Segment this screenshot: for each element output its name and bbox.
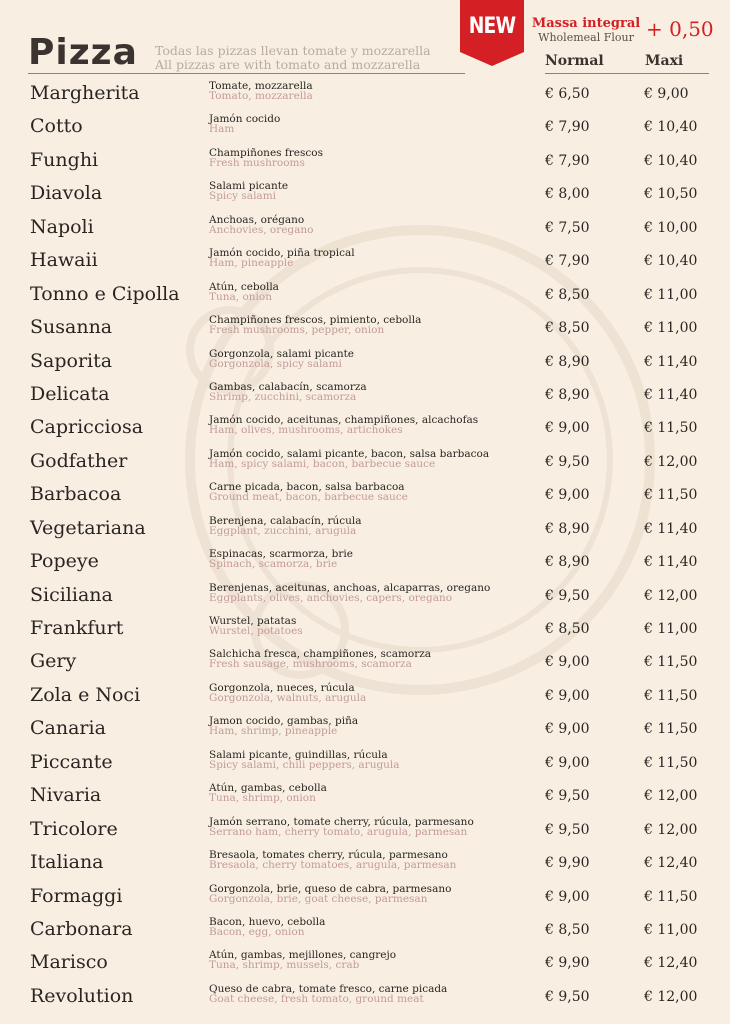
ingredients-es: Salami picante, guindillas, rúcula bbox=[209, 748, 388, 761]
list-item bbox=[0, 244, 730, 277]
list-item bbox=[0, 913, 730, 946]
ingredients-en: Ham, spicy salami, bacon, barbecue sauce bbox=[209, 457, 436, 470]
list-item bbox=[0, 411, 730, 444]
pizza-name: Susanna bbox=[30, 316, 113, 339]
price-maxi: € 11,50 bbox=[644, 420, 698, 437]
ingredients-en: Eggplant, zucchini, arugula bbox=[209, 524, 357, 537]
pizza-name: Hawaii bbox=[30, 249, 98, 272]
ingredients-es: Salchicha fresca, champiñones, scamorza bbox=[209, 648, 432, 661]
list-item bbox=[0, 612, 730, 645]
pizza-name: Capricciosa bbox=[30, 416, 144, 439]
ingredients-es: Queso de cabra, tomate fresco, carne picada bbox=[209, 982, 448, 995]
price-maxi: € 11,50 bbox=[644, 721, 698, 738]
price-normal: € 9,90 bbox=[545, 955, 590, 972]
ingredients-es: Atún, cebolla bbox=[209, 280, 279, 293]
pizza-name: Marisco bbox=[30, 951, 108, 974]
pizza-name: Delicata bbox=[30, 382, 110, 405]
ingredients-es: Gambas, calabacín, scamorza bbox=[209, 380, 367, 393]
price-normal: € 9,00 bbox=[545, 654, 590, 671]
price-normal: € 8,50 bbox=[545, 621, 590, 637]
price-normal: € 9,50 bbox=[545, 788, 590, 805]
price-maxi: € 11,00 bbox=[644, 320, 698, 337]
price-normal: € 8,50 bbox=[545, 320, 590, 337]
ingredients-en: Spicy salami bbox=[209, 190, 277, 203]
ingredients-es: Jamón cocido, piña tropical bbox=[209, 247, 355, 260]
pizza-name: Nivaria bbox=[30, 784, 102, 807]
ingredients-es: Espinacas, scarmorza, brie bbox=[209, 548, 353, 561]
price-maxi: € 11,40 bbox=[644, 520, 698, 537]
pizza-name: Saporita bbox=[30, 349, 113, 372]
price-maxi: € 11,50 bbox=[644, 487, 698, 504]
list-item bbox=[0, 211, 730, 244]
ingredients-en: Spinach, scamorza, brie bbox=[209, 558, 338, 571]
price-normal: € 9,00 bbox=[545, 487, 590, 504]
list-item bbox=[0, 77, 730, 110]
price-normal: € 6,50 bbox=[545, 86, 590, 102]
promo-title: Massa integral bbox=[531, 16, 641, 31]
ingredients-es: Atún, gambas, cebolla bbox=[209, 782, 327, 795]
pizza-name: Napoli bbox=[30, 215, 94, 238]
ingredients-es: Salami picante bbox=[209, 180, 289, 193]
ingredients-es: Jamón cocido, aceitunas, champiñones, alcachofas bbox=[209, 414, 479, 427]
price-maxi: € 11,40 bbox=[644, 554, 698, 571]
price-maxi: € 12,00 bbox=[644, 988, 698, 1005]
column-header-maxi: Maxi bbox=[645, 53, 684, 69]
price-normal: € 7,50 bbox=[545, 219, 590, 236]
price-maxi: € 12,00 bbox=[644, 587, 698, 604]
subtitle-es: Todas las pizzas llevan tomate y mozzarella bbox=[155, 43, 431, 58]
price-normal: € 9,50 bbox=[545, 821, 590, 838]
pizza-name: Margherita bbox=[30, 82, 140, 104]
page-title: Pizza bbox=[28, 32, 138, 73]
price-maxi: € 11,50 bbox=[644, 888, 698, 905]
price-normal: € 9,00 bbox=[545, 754, 590, 771]
price-normal: € 8,00 bbox=[545, 186, 590, 203]
ingredients-es: Wurstel, patatas bbox=[209, 615, 297, 627]
ingredients-en: Serrano ham, cherry tomato, arugula, parmesan bbox=[209, 825, 468, 838]
pizza-name: Gery bbox=[30, 650, 77, 673]
title-divider bbox=[28, 73, 465, 74]
list-item bbox=[0, 779, 730, 812]
ingredients-es: Champiñones frescos, pimiento, cebolla bbox=[209, 314, 422, 327]
list-item bbox=[0, 378, 730, 411]
pizza-name: Formaggi bbox=[30, 884, 123, 907]
price-maxi: € 10,00 bbox=[644, 219, 698, 236]
ingredients-en: Ground meat, bacon, barbecue sauce bbox=[209, 491, 408, 504]
price-maxi: € 11,00 bbox=[644, 286, 698, 303]
list-item bbox=[0, 679, 730, 712]
ingredients-en: Spicy salami, chili peppers, arugula bbox=[209, 758, 400, 771]
list-item bbox=[0, 345, 730, 378]
ingredients-en: Tuna, shrimp, mussels, crab bbox=[209, 959, 360, 972]
ingredients-en: Fresh mushrooms bbox=[209, 156, 305, 169]
list-item bbox=[0, 311, 730, 344]
subtitle-block bbox=[155, 44, 431, 72]
price-normal: € 9,50 bbox=[545, 453, 590, 470]
price-normal: € 7,90 bbox=[545, 253, 590, 270]
ingredients-es: Anchoas, orégano bbox=[209, 213, 305, 226]
ingredients-en: Eggplants, olives, anchovies, capers, oregano bbox=[209, 591, 453, 604]
column-header-normal: Normal bbox=[545, 53, 604, 69]
pizza-name: Godfather bbox=[30, 449, 128, 472]
ingredients-es: Gorgonzola, salami picante bbox=[209, 347, 355, 360]
price-maxi: € 10,40 bbox=[644, 152, 698, 169]
price-maxi: € 12,40 bbox=[644, 955, 698, 972]
price-normal: € 9,00 bbox=[545, 721, 590, 738]
price-normal: € 8,90 bbox=[545, 353, 590, 370]
price-maxi: € 11,50 bbox=[644, 687, 698, 704]
price-maxi: € 10,40 bbox=[644, 119, 698, 136]
list-item bbox=[0, 512, 730, 545]
price-normal: € 8,50 bbox=[545, 286, 590, 303]
ingredients-es: Jamón cocido bbox=[209, 113, 281, 126]
ingredients-es: Bresaola, tomates cherry, rúcula, parmesano bbox=[209, 849, 448, 862]
price-maxi: € 12,00 bbox=[644, 821, 698, 838]
ingredients-es: Berenjenas, aceitunas, anchoas, alcaparras, oregano bbox=[209, 581, 491, 594]
list-item bbox=[0, 478, 730, 511]
ingredients-en: Fresh mushrooms, pepper, onion bbox=[209, 324, 385, 337]
ingredients-en: Tomato, mozzarella bbox=[209, 90, 313, 102]
ingredients-en: Ham, shrimp, pineapple bbox=[209, 725, 338, 738]
price-normal: € 8,50 bbox=[545, 921, 590, 938]
ingredients-en: Tuna, onion bbox=[209, 290, 272, 303]
ingredients-en: Ham bbox=[209, 123, 235, 136]
pizza-name: Barbacoa bbox=[30, 483, 122, 506]
ingredients-en: Bresaola, cherry tomatoes, arugula, parmesan bbox=[209, 859, 457, 872]
list-item bbox=[0, 645, 730, 678]
pizza-name: Revolution bbox=[30, 984, 134, 1007]
list-item bbox=[0, 445, 730, 478]
price-normal: € 8,90 bbox=[545, 520, 590, 537]
ingredients-en: Goat cheese, fresh tomato, ground meat bbox=[209, 992, 424, 1005]
ingredients-en: Tuna, shrimp, onion bbox=[209, 792, 316, 805]
ingredients-es: Jamon cocido, gambas, piña bbox=[209, 715, 359, 728]
ingredients-es: Atún, gambas, mejillones, cangrejo bbox=[209, 949, 397, 962]
ingredients-es: Bacon, huevo, cebolla bbox=[209, 915, 326, 928]
pizza-name: Italiana bbox=[30, 851, 104, 874]
pizza-name: Vegetariana bbox=[30, 516, 146, 539]
list-item bbox=[0, 278, 730, 311]
price-normal: € 9,90 bbox=[545, 855, 590, 872]
ingredients-en: Gorgonzola, walnuts, arugula bbox=[209, 691, 367, 704]
pizza-name: Frankfurt bbox=[30, 617, 124, 639]
price-maxi: € 11,00 bbox=[644, 621, 698, 637]
price-maxi: € 11,00 bbox=[644, 921, 698, 938]
price-maxi: € 12,00 bbox=[644, 788, 698, 805]
list-item bbox=[0, 579, 730, 612]
price-maxi: € 9,00 bbox=[644, 86, 689, 102]
ingredients-es: Jamón serrano, tomate cherry, rúcula, parmesano bbox=[209, 815, 474, 828]
list-item bbox=[0, 880, 730, 913]
price-normal: € 9,00 bbox=[545, 420, 590, 437]
price-maxi: € 10,40 bbox=[644, 253, 698, 270]
ingredients-es: Carne picada, bacon, salsa barbacoa bbox=[209, 481, 405, 494]
price-maxi: € 12,00 bbox=[644, 453, 698, 470]
pizza-name: Tonno e Cipolla bbox=[30, 282, 180, 305]
list-item bbox=[0, 980, 730, 1013]
ingredients-es: Gorgonzola, nueces, rúcula bbox=[209, 681, 355, 694]
pizza-name: Tricolore bbox=[30, 817, 118, 840]
ingredients-es: Champiñones frescos bbox=[209, 146, 323, 159]
ingredients-es: Jamón cocido, salami picante, bacon, salsa barbacoa bbox=[209, 447, 490, 460]
pizza-name: Canaria bbox=[30, 717, 106, 740]
price-maxi: € 11,50 bbox=[644, 754, 698, 771]
list-item bbox=[0, 813, 730, 846]
list-item bbox=[0, 746, 730, 779]
new-badge-label: NEW bbox=[468, 14, 516, 39]
price-normal: € 9,00 bbox=[545, 687, 590, 704]
list-item bbox=[0, 110, 730, 143]
price-normal: € 7,90 bbox=[545, 119, 590, 136]
ingredients-en: Ham, olives, mushrooms, artichokes bbox=[209, 424, 403, 437]
ingredients-en: Shrimp, zucchini, scamorza bbox=[209, 390, 357, 403]
price-normal: € 7,90 bbox=[545, 152, 590, 169]
promo-subtitle: Wholemeal Flour bbox=[538, 31, 634, 44]
pizza-name: Cotto bbox=[30, 115, 83, 138]
ingredients-en: Gorgonzola, spicy salami bbox=[209, 357, 342, 370]
ingredients-es: Berenjena, calabacín, rúcula bbox=[209, 514, 362, 527]
price-maxi: € 11,40 bbox=[644, 386, 698, 403]
pizza-name: Siciliana bbox=[30, 583, 113, 606]
price-normal: € 9,00 bbox=[545, 888, 590, 905]
pizza-name: Carbonara bbox=[30, 917, 133, 940]
ingredients-en: Gorgonzola, brie, goat cheese, parmesan bbox=[209, 892, 428, 905]
ingredients-en: Fresh sausage, mushrooms, scamorza bbox=[209, 658, 412, 671]
list-item bbox=[0, 712, 730, 745]
pizza-name: Piccante bbox=[30, 750, 113, 773]
list-item bbox=[0, 144, 730, 177]
pizza-name: Zola e Noci bbox=[30, 683, 141, 706]
ingredients-en: Wurstel, potatoes bbox=[209, 625, 303, 637]
promo-surcharge: + 0,50 bbox=[646, 17, 714, 41]
pizza-list bbox=[0, 77, 730, 1013]
price-maxi: € 12,40 bbox=[644, 855, 698, 872]
ingredients-es: Tomate, mozzarella bbox=[209, 80, 313, 92]
price-maxi: € 11,40 bbox=[644, 353, 698, 370]
pizza-name: Funghi bbox=[30, 148, 99, 171]
list-item bbox=[0, 545, 730, 578]
price-normal: € 8,90 bbox=[545, 554, 590, 571]
price-maxi: € 11,50 bbox=[644, 654, 698, 671]
list-item bbox=[0, 846, 730, 879]
list-item bbox=[0, 946, 730, 979]
price-divider bbox=[545, 73, 709, 74]
price-normal: € 9,50 bbox=[545, 587, 590, 604]
pizza-name: Popeye bbox=[30, 550, 99, 573]
list-item bbox=[0, 177, 730, 210]
ingredients-en: Ham, pineapple bbox=[209, 257, 294, 270]
price-maxi: € 10,50 bbox=[644, 186, 698, 203]
price-normal: € 9,50 bbox=[545, 988, 590, 1005]
subtitle-en: All pizzas are with tomato and mozzarella bbox=[155, 57, 421, 72]
ingredients-en: Anchovies, oregano bbox=[209, 223, 314, 236]
ingredients-es: Gorgonzola, brie, queso de cabra, parmesano bbox=[209, 882, 452, 895]
ingredients-en: Bacon, egg, onion bbox=[209, 925, 305, 938]
pizza-name: Diavola bbox=[30, 182, 103, 205]
price-normal: € 8,90 bbox=[545, 386, 590, 403]
